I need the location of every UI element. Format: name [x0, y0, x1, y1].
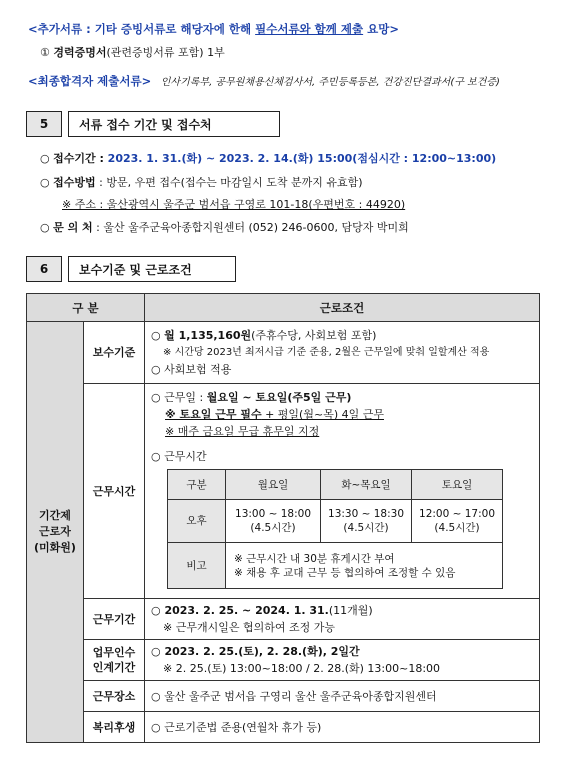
additional-docs-underlined: 필수서류와 함께 제출	[255, 22, 364, 36]
handover-label-line: 업무인수	[92, 646, 136, 659]
final-docs-text: 인사기록부, 공무원채용신체검사서, 주민등록등본, 건강진단결과서(구 보건증)	[160, 77, 500, 88]
hours-line-2	[151, 406, 533, 423]
hours-line-1	[151, 389, 533, 406]
handover-label-line: 인계기간	[92, 661, 136, 674]
schedule-cell	[321, 500, 412, 543]
period-line-1	[151, 602, 533, 619]
note-line: ※ 근무시간 내 30분 휴게시간 부여	[234, 552, 395, 565]
pay-label: 보수기준	[84, 322, 145, 384]
monthly-pay-detail: (주휴수당, 사회보험 포함)	[251, 329, 377, 342]
pay-line-1: ○ 월 1,135,160원(주휴수당, 사회보험 포함)	[151, 329, 377, 342]
table-row-pay	[27, 322, 540, 384]
final-docs-line	[28, 74, 500, 90]
career-cert-detail: (관련증빙서류 포함) 1부	[106, 46, 225, 59]
schedule-duration: (4.5시간)	[250, 522, 296, 534]
period-range: ○ 2023. 2. 25. ~ 2024. 1. 31.	[151, 604, 329, 617]
additional-docs-end: 요망>	[363, 22, 399, 36]
schedule-header: 토요일	[412, 470, 503, 500]
inquiry-line: ○ 문 의 처 : 울산 울주군육아종합지원센터 (052) 246-0600, 담당자 박미희	[40, 221, 409, 234]
saturday-required: ※ 토요일 근무 필수	[165, 408, 262, 421]
schedule-cell	[226, 500, 321, 543]
schedule-time: 13:30 ~ 18:30	[328, 508, 405, 520]
workday-prefix: ○ 근무일 :	[151, 391, 207, 404]
schedule-header-row	[168, 470, 503, 500]
place-label: 근무장소	[84, 681, 145, 712]
hours-line-3: ※ 매주 금요일 무급 휴무일 지정	[165, 425, 320, 438]
place-value: ○ 울산 울주군 범서읍 구영리 울산 울주군육아종합지원센터	[151, 689, 437, 703]
welfare-label: 복리후생	[84, 712, 145, 743]
section5-number: 5	[26, 111, 62, 137]
workday-range: 월요일 ~ 토요일	[206, 391, 288, 404]
monthly-pay: 월 1,135,160원	[164, 329, 252, 342]
period-months: (11개월)	[328, 604, 373, 617]
schedule-header: 월요일	[226, 470, 321, 500]
table-row-period	[27, 599, 540, 640]
handover-label	[84, 640, 145, 681]
category-cell	[27, 322, 84, 743]
period-content	[145, 599, 540, 640]
workday-detail: (주5일 근무)	[287, 391, 352, 404]
working-conditions-table	[26, 293, 540, 743]
section5-title: 서류 접수 기간 및 접수처	[68, 111, 280, 137]
reception-period-label: 접수기간 :	[53, 152, 108, 165]
note-line: ※ 채용 후 교대 근무 등 협의하여 조정할 수 있음	[234, 566, 456, 579]
category-line: 근로자	[39, 525, 71, 538]
handover-line-2: ※ 2. 25.(토) 13:00~18:00 / 2. 28.(화) 13:00~18:00	[163, 662, 441, 675]
schedule-row	[168, 500, 503, 543]
reception-method-line: ○ 접수방법 : 방문, 우편 접수(접수는 마감일시 도착 분까지 유효함)	[40, 176, 363, 189]
schedule-row-label: 오후	[168, 500, 226, 543]
section6-title: 보수기준 및 근로조건	[68, 256, 236, 282]
reception-period-value: 2023. 1. 31.(화) ~ 2023. 2. 14.(화) 15:00(점심시간 : 12:00~13:00)	[107, 152, 497, 165]
handover-line-1: ○ 2023. 2. 25.(토), 2. 28.(화), 2일간	[151, 645, 360, 658]
header-conditions: 근로조건	[145, 294, 540, 322]
hours-label: 근무시간	[84, 384, 145, 599]
schedule-note-row	[168, 543, 503, 589]
pay-line-3: ○ 사회보험 적용	[151, 363, 232, 376]
category-line: (미화원)	[34, 541, 76, 554]
schedule-time: 13:00 ~ 18:00	[235, 508, 312, 520]
table-row-handover	[27, 640, 540, 681]
schedule-table	[167, 469, 503, 589]
table-row-welfare	[27, 712, 540, 743]
item-number: ①	[40, 46, 50, 59]
career-cert-name: 경력증명서	[53, 46, 107, 59]
note-cell	[226, 543, 503, 589]
section6-number: 6	[26, 256, 62, 282]
section6-heading	[26, 256, 236, 282]
additional-docs-line	[28, 22, 399, 36]
hours-content	[145, 384, 540, 599]
place-content	[145, 681, 540, 712]
pay-content	[145, 322, 540, 384]
inquiry-label: 문 의 처	[53, 221, 93, 234]
category-line: 기간제	[39, 509, 71, 522]
note-label: 비고	[168, 543, 226, 589]
table-row-hours	[27, 384, 540, 599]
hours-line-4: ○ 근무시간	[151, 450, 207, 463]
career-cert-line	[40, 46, 225, 60]
additional-docs-text: 기타 증빙서류로 해당자에 한해	[94, 22, 256, 36]
reception-method-label: 접수방법	[53, 176, 96, 189]
additional-docs-label: <추가서류 :	[28, 22, 95, 36]
period-line-2: ※ 근무개시일은 협의하여 조정 가능	[163, 621, 335, 634]
table-row-place	[27, 681, 540, 712]
final-docs-label: <최종합격자 제출서류>	[28, 74, 152, 88]
schedule-header: 화~목요일	[321, 470, 412, 500]
weekday-work: + 평일(월~목) 4일 근무	[261, 408, 384, 421]
table-header-row	[27, 294, 540, 322]
schedule-duration: (4.5시간)	[343, 522, 389, 534]
pay-line-2: ※ 시간당 2023년 최저시급 기준 준용, 2월은 근무일에 맞춰 일할계산 적용	[163, 347, 490, 358]
reception-period-line: ○ 접수기간 : 2023. 1. 31.(화) ~ 2023. 2. 14.(화) 15:00(점심시간 : 12:00~13:00)	[40, 152, 497, 165]
schedule-duration: (4.5시간)	[434, 522, 480, 534]
welfare-content	[145, 712, 540, 743]
address-line: ※ 주소 : 울산광역시 울주군 범서읍 구영로 101-18(우편번호 : 44920)	[62, 198, 406, 211]
section5-heading	[26, 111, 280, 137]
period-label: 근무기간	[84, 599, 145, 640]
schedule-cell	[412, 500, 503, 543]
handover-content	[145, 640, 540, 681]
reception-method-value: : 방문, 우편 접수(접수는 마감일시 도착 분까지 유효함)	[95, 176, 363, 189]
schedule-time: 12:00 ~ 17:00	[419, 508, 496, 520]
welfare-value: ○ 근로기준법 준용(연월차 휴가 등)	[151, 720, 322, 734]
schedule-header: 구분	[168, 470, 226, 500]
inquiry-value: : 울산 울주군육아종합지원센터 (052) 246-0600, 담당자 박미희	[92, 221, 409, 234]
header-category: 구 분	[27, 294, 145, 322]
